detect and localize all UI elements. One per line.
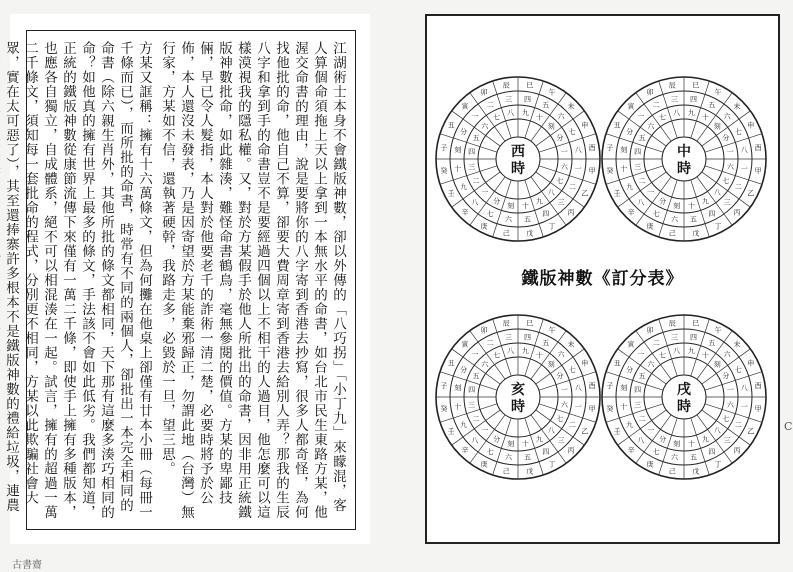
dial-ring-char: 二 [652, 339, 660, 348]
dial-ring-char: 三 [504, 333, 512, 342]
dial-outer-char: 午 [714, 326, 722, 335]
dial-outer-char: 寅 [461, 340, 469, 349]
dial-ring-char: 刻 [454, 383, 462, 392]
dial-ring-char: 三 [723, 436, 731, 445]
dial-inner-char: 刻 [673, 439, 681, 448]
dial-ring-char: 九 [460, 421, 468, 430]
dial-outer-char: 癸 [440, 405, 448, 414]
dial-outer-char: 丁 [714, 222, 722, 231]
dial-ring-char: 三 [504, 95, 512, 104]
dial-inner-char: 八 [673, 109, 681, 118]
dial-inner-char: 七 [493, 113, 501, 122]
dial-inner-char: 八 [547, 188, 555, 197]
dial-ring-char: 六 [670, 215, 678, 224]
dial-outer-char: 午 [548, 326, 556, 335]
dial-inner-char: 一 [481, 426, 489, 435]
dial-hub-label: 戌 [677, 382, 691, 398]
dial-outer-char: 己 [668, 467, 676, 476]
dial-inner-char: 八 [673, 347, 681, 356]
footer-label: 古書齋 [12, 560, 42, 571]
dial-outer-char: 午 [548, 88, 556, 97]
dial-ring-char: 二 [734, 421, 742, 430]
dial-outer-char: 午 [714, 88, 722, 97]
dial-ring-char: 八 [471, 436, 479, 445]
dial-inner-char: 刻 [713, 122, 721, 131]
dial-diagram-bottom-left [433, 312, 603, 482]
dial-inner-char: 十 [687, 439, 695, 448]
dial-ring-char: 七 [568, 365, 576, 374]
dial-inner-char: 分 [556, 134, 564, 143]
dial-ring-char: 七 [734, 365, 742, 374]
dial-ring-char: 刻 [620, 383, 628, 392]
dial-outer-char: 丑 [447, 121, 455, 130]
dial-inner-char: 五 [472, 134, 480, 143]
dial-inner-char: 四 [634, 148, 642, 157]
dial-outer-char: 申 [581, 121, 589, 130]
dial-outer-char: 卯 [646, 326, 654, 335]
dial-inner-char: 六 [560, 162, 568, 171]
dial-inner-char: 刻 [507, 439, 515, 448]
dial-outer-char: 壬 [613, 427, 621, 436]
dial-hub-label: 西 [511, 144, 525, 160]
dial-ring-char: 分 [460, 365, 468, 374]
dial-ring-char: 一 [574, 403, 582, 412]
dial-hub-label: 時 [511, 161, 525, 177]
dial-hub-label: 時 [677, 399, 691, 415]
dial-inner-char: 六 [560, 400, 568, 409]
dial-inner-char: 三 [468, 162, 476, 171]
dial-ring-char: 一 [471, 350, 479, 359]
dial-outer-char: 丑 [613, 121, 621, 130]
dial-ring-char: 八 [637, 198, 645, 207]
dial-inner-char: 九 [687, 347, 695, 356]
dial-inner-char: 七 [493, 351, 501, 360]
dial-ring-char: 七 [652, 447, 660, 456]
dial-inner-char: 五 [472, 372, 480, 381]
dial-hub-label: 時 [511, 399, 525, 415]
dial-outer-char: 辰 [668, 319, 676, 328]
dial-ring-char: 六 [723, 350, 731, 359]
dial-inner-char: 七 [556, 414, 564, 423]
dial-inner-char: 二 [638, 176, 646, 185]
dial-inner-char: 十 [535, 113, 543, 122]
dial-inner-char: 分 [659, 197, 667, 206]
dial-ring-char: 四 [690, 95, 698, 104]
dial-ring-char: 八 [574, 383, 582, 392]
dial-inner-char: 一 [481, 188, 489, 197]
dial-outer-char: 庚 [646, 460, 654, 469]
dial-ring-char: 三 [670, 333, 678, 342]
paragraph-1: 江湖術士本身不會鐵版神數，卻以外傳的「八巧拐」「小丁九」來矇混，客人算個命須拖上天以上拿到一本無水平的命書，如台北市民生東路方某，他渥交命書的理由，說是要將你的八字寄到香港去抄寫，很多人都奇怪，為何找他批的命，他自己不算，卻要大費周章寄到香港去給別人弄？那我的生辰八字和拿到手的命書豈不是要經過四個以上不相干的人過目，他怎麼可以這樣漠視我的隱私權。又，對於方某假手於他人所批出的命書，因非用正統鐵版神數批命，如此雜湊，難怪命書鶴鳥，毫無參閱的價值。方某的卑鄙技倆，早已令人髮指，本人對於他要老千的詐術一清二楚，必要時將予於公佈，本人還沒未發表，乃是因寄望於方某能棄邪歸正，勿謂此地（台灣）無行家，方某如不信，還執著硬幹，我路走多，必毀於一旦，望三思。 [159, 41, 346, 520]
dial-outer-char: 子 [440, 381, 448, 390]
dial-inner-char: 二 [638, 414, 646, 423]
dial-ring-char: 八 [471, 198, 479, 207]
dial-outer-char: 子 [440, 143, 448, 152]
dial-inner-char: 三 [468, 400, 476, 409]
dial-ring-char: 九 [626, 421, 634, 430]
dial-inner-char: 十 [521, 439, 529, 448]
dial-inner-char: 刻 [713, 360, 721, 369]
dial-inner-char: 六 [481, 122, 489, 131]
dial-outer-char: 乙 [581, 189, 589, 198]
dial-hub-label: 亥 [511, 382, 525, 398]
dial-ring-char: 四 [524, 95, 532, 104]
dial-ring-char: 四 [708, 447, 716, 456]
dial-outer-char: 庚 [646, 222, 654, 231]
dial-ring-char: 五 [524, 215, 532, 224]
dial-diagram-bottom-right [599, 312, 769, 482]
dial-outer-char: 卯 [480, 88, 488, 97]
dial-ring-char: 三 [723, 198, 731, 207]
dial-outer-char: 未 [567, 102, 575, 111]
dial-inner-char: 十 [535, 351, 543, 360]
dial-outer-char: 酉 [588, 143, 596, 152]
dial-inner-char: 七 [659, 113, 667, 122]
dial-ring-char: 三 [670, 95, 678, 104]
dial-inner-char: 七 [659, 351, 667, 360]
dial-outer-char: 寅 [627, 340, 635, 349]
dial-ring-char: 七 [486, 209, 494, 218]
dial-ring-char: 七 [486, 447, 494, 456]
dial-ring-char: 十 [620, 165, 628, 174]
dial-inner-char: 一 [560, 148, 568, 157]
dial-ring-char: 三 [557, 436, 565, 445]
dial-outer-char: 辛 [461, 446, 469, 455]
dial-inner-char: 二 [472, 176, 480, 185]
dial-inner-char: 二 [472, 414, 480, 423]
dial-ring-char: 九 [626, 183, 634, 192]
dial-ring-char: 十 [454, 165, 462, 174]
dial-ring-char: 二 [734, 183, 742, 192]
dial-diagram-top-right [599, 74, 769, 244]
dial-inner-char: 十 [701, 113, 709, 122]
dial-outer-char: 丙 [733, 208, 741, 217]
dial-ring-char: 七 [568, 127, 576, 136]
dial-outer-char: 甲 [754, 405, 762, 414]
dial-outer-char: 辛 [461, 208, 469, 217]
dial-ring-char: 二 [568, 183, 576, 192]
dial-inner-char: 七 [722, 176, 730, 185]
dial-ring-char: 一 [471, 112, 479, 121]
dial-ring-char: 分 [626, 127, 634, 136]
dial-outer-char: 壬 [447, 427, 455, 436]
dial-hub-label: 中 [677, 144, 691, 160]
dial-ring-char: 四 [690, 333, 698, 342]
dial-ring-char: 刻 [620, 145, 628, 154]
dial-outer-char: 巳 [526, 319, 534, 328]
dial-outer-char: 辛 [627, 446, 635, 455]
dial-inner-char: 六 [647, 360, 655, 369]
dial-outer-char: 甲 [588, 167, 596, 176]
dial-ring-char: 二 [486, 339, 494, 348]
dial-outer-char: 戊 [692, 229, 700, 238]
dial-outer-char: 乙 [747, 189, 755, 198]
dial-inner-char: 九 [521, 347, 529, 356]
text-frame [3, 30, 356, 530]
dial-inner-char: 六 [726, 162, 734, 171]
dial-inner-char: 十 [521, 201, 529, 210]
dial-outer-char: 申 [747, 121, 755, 130]
dial-inner-char: 九 [535, 197, 543, 206]
dial-inner-char: 十 [701, 351, 709, 360]
dial-inner-char: 八 [713, 188, 721, 197]
dial-inner-char: 一 [726, 148, 734, 157]
dial-ring-char: 一 [637, 112, 645, 121]
dial-ring-char: 十 [454, 403, 462, 412]
dial-outer-char: 卯 [480, 326, 488, 335]
dial-diagram-top-left [433, 74, 603, 244]
dial-outer-char: 辰 [502, 81, 510, 90]
right-page [425, 14, 780, 544]
dial-inner-char: 六 [647, 122, 655, 131]
dial-ring-char: 二 [652, 101, 660, 110]
dial-outer-char: 癸 [440, 167, 448, 176]
dial-ring-char: 五 [708, 101, 716, 110]
dial-outer-char: 戊 [692, 467, 700, 476]
dial-ring-char: 六 [504, 215, 512, 224]
dial-outer-char: 辰 [502, 319, 510, 328]
dial-outer-char: 壬 [613, 189, 621, 198]
dial-outer-char: 未 [733, 340, 741, 349]
dial-outer-char: 寅 [627, 102, 635, 111]
dial-ring-char: 刻 [454, 145, 462, 154]
dial-inner-char: 一 [647, 188, 655, 197]
dial-outer-char: 甲 [588, 405, 596, 414]
dial-outer-char: 丙 [567, 208, 575, 217]
dial-ring-char: 六 [557, 350, 565, 359]
dial-inner-char: 分 [556, 372, 564, 381]
dial-inner-char: 四 [468, 386, 476, 395]
dial-ring-char: 六 [504, 453, 512, 462]
dial-inner-char: 一 [726, 386, 734, 395]
dial-inner-char: 六 [481, 360, 489, 369]
dial-inner-char: 七 [722, 414, 730, 423]
dial-inner-char: 三 [634, 162, 642, 171]
dial-outer-char: 己 [668, 229, 676, 238]
dial-inner-char: 八 [713, 426, 721, 435]
dial-inner-char: 九 [701, 435, 709, 444]
dial-outer-char: 丑 [613, 359, 621, 368]
dial-inner-char: 分 [493, 435, 501, 444]
dial-ring-char: 一 [637, 350, 645, 359]
dial-inner-char: 四 [468, 148, 476, 157]
dial-ring-char: 五 [524, 453, 532, 462]
edge-mark: C [784, 420, 793, 433]
dial-ring-char: 六 [723, 112, 731, 121]
dial-hub-label: 時 [677, 161, 691, 177]
dial-ring-char: 一 [740, 403, 748, 412]
dial-outer-char: 子 [606, 143, 614, 152]
dial-outer-char: 丑 [447, 359, 455, 368]
dial-outer-char: 未 [733, 102, 741, 111]
dial-outer-char: 庚 [480, 460, 488, 469]
dial-inner-char: 九 [521, 109, 529, 118]
dial-inner-char: 七 [556, 176, 564, 185]
dial-ring-char: 八 [740, 383, 748, 392]
dial-outer-char: 酉 [588, 381, 596, 390]
diagram-caption: 鐵版神數《訂分表》 [521, 269, 684, 289]
dial-inner-char: 四 [634, 386, 642, 395]
dial-outer-char: 癸 [606, 167, 614, 176]
dial-ring-char: 八 [740, 145, 748, 154]
dial-outer-char: 巳 [692, 81, 700, 90]
dial-inner-char: 分 [493, 197, 501, 206]
dial-outer-char: 子 [606, 381, 614, 390]
dial-outer-char: 乙 [581, 427, 589, 436]
dial-outer-char: 酉 [754, 381, 762, 390]
dial-inner-char: 八 [507, 347, 515, 356]
dial-outer-char: 丁 [548, 222, 556, 231]
dial-outer-char: 辛 [627, 208, 635, 217]
dial-inner-char: 分 [722, 372, 730, 381]
dial-outer-char: 丙 [733, 446, 741, 455]
dial-ring-char: 二 [568, 421, 576, 430]
dial-inner-char: 分 [659, 435, 667, 444]
dial-outer-char: 甲 [754, 167, 762, 176]
dial-outer-char: 巳 [526, 81, 534, 90]
dial-ring-char: 六 [557, 112, 565, 121]
dial-ring-char: 七 [652, 209, 660, 218]
dial-ring-char: 七 [734, 127, 742, 136]
dial-inner-char: 一 [560, 386, 568, 395]
dial-outer-char: 未 [567, 340, 575, 349]
dial-ring-char: 一 [740, 165, 748, 174]
dial-ring-char: 四 [542, 209, 550, 218]
dial-ring-char: 四 [542, 447, 550, 456]
dial-ring-char: 八 [574, 145, 582, 154]
dial-inner-char: 八 [507, 109, 515, 118]
dial-inner-char: 刻 [547, 360, 555, 369]
dial-ring-char: 四 [708, 209, 716, 218]
dial-inner-char: 六 [726, 400, 734, 409]
dial-outer-char: 庚 [480, 222, 488, 231]
dial-outer-char: 癸 [606, 405, 614, 414]
dial-ring-char: 五 [542, 101, 550, 110]
dial-inner-char: 八 [547, 426, 555, 435]
dial-inner-char: 分 [722, 134, 730, 143]
dial-inner-char: 十 [687, 201, 695, 210]
dial-ring-char: 三 [557, 198, 565, 207]
dial-ring-char: 二 [486, 101, 494, 110]
dial-inner-char: 一 [647, 426, 655, 435]
dial-inner-char: 刻 [547, 122, 555, 131]
dial-ring-char: 四 [524, 333, 532, 342]
dial-ring-char: 九 [460, 183, 468, 192]
dial-ring-char: 五 [708, 339, 716, 348]
dial-ring-char: 十 [620, 403, 628, 412]
dial-outer-char: 壬 [447, 189, 455, 198]
dial-ring-char: 分 [626, 365, 634, 374]
dial-inner-char: 五 [638, 134, 646, 143]
dial-outer-char: 辰 [668, 81, 676, 90]
vertical-text-body [0, 41, 347, 521]
dial-inner-char: 九 [687, 109, 695, 118]
dial-ring-char: 五 [542, 339, 550, 348]
dial-outer-char: 寅 [461, 102, 469, 111]
dial-ring-char: 五 [690, 215, 698, 224]
dial-outer-char: 巳 [692, 319, 700, 328]
dial-inner-char: 九 [701, 197, 709, 206]
dial-ring-char: 一 [574, 165, 582, 174]
dial-outer-char: 己 [502, 229, 510, 238]
dial-outer-char: 卯 [646, 88, 654, 97]
dial-ring-char: 六 [670, 453, 678, 462]
dial-outer-char: 丙 [567, 446, 575, 455]
left-page [3, 14, 370, 544]
dial-outer-char: 乙 [747, 427, 755, 436]
dial-outer-char: 丁 [714, 460, 722, 469]
dial-inner-char: 九 [535, 435, 543, 444]
dial-inner-char: 三 [634, 400, 642, 409]
paragraph-2: 方某又誆稱：擁有十六萬條文，但為何攤在他桌上卻僅有廿本小冊（每冊一千條而已），而所批的命書，時常有不同的兩個人，卻批出一本完全相同的命書（除六親生肖外，其他所批的條文都相同，天下那有這麼多湊巧相同的命？如他真的擁有世界上最多的條文，手法該不會如此低劣。我們都知道，正統的鐵版神數從康節流傳下來僅有一萬二千條，即使手上擁有多種版本，也應各自獨立，自成體系，絕不可以相混湊在一起。試言，擁有的超過一萬二千條文，須知每一套批命的程式，分別更不相同，方某以此欺騙社會大眾，實在太可惡了），其至還捧寨許多根本不是鐵版神數的禮給垃圾，連農 [3, 41, 152, 520]
dial-outer-char: 戊 [526, 229, 534, 238]
dial-inner-char: 刻 [673, 201, 681, 210]
dial-ring-char: 八 [637, 436, 645, 445]
dial-outer-char: 戊 [526, 467, 534, 476]
dial-outer-char: 丁 [548, 460, 556, 469]
dial-ring-char: 分 [460, 127, 468, 136]
dial-ring-char: 五 [690, 453, 698, 462]
dial-outer-char: 申 [747, 359, 755, 368]
dial-inner-char: 刻 [507, 201, 515, 210]
dial-inner-char: 五 [638, 372, 646, 381]
dial-outer-char: 己 [502, 467, 510, 476]
dial-outer-char: 酉 [754, 143, 762, 152]
dial-outer-char: 申 [581, 359, 589, 368]
